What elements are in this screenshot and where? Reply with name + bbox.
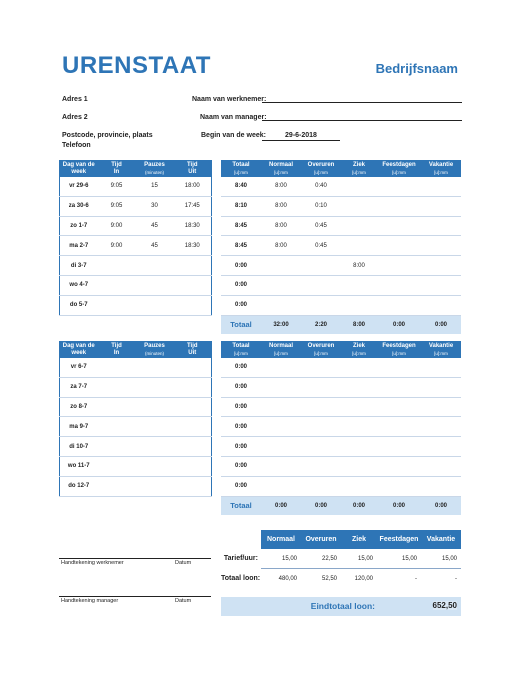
column-header-label: Feestdagen [382, 342, 416, 349]
week2-entry-table [59, 341, 212, 497]
rate-label: Tarief/uur: [223, 555, 258, 563]
column-header [377, 160, 421, 177]
column-header [60, 341, 98, 358]
hours-cell [261, 377, 301, 397]
entry-cell[interactable]: 15 [136, 177, 174, 196]
column-header [261, 160, 301, 177]
employee-signature-line[interactable] [59, 558, 211, 559]
table-row [221, 216, 461, 236]
entry-cell[interactable]: 45 [136, 236, 174, 256]
column-header-line2: Uit [188, 168, 197, 175]
hours-cell [421, 397, 461, 417]
entry-cell[interactable] [174, 397, 212, 417]
total-cell: 0:00 [261, 496, 301, 515]
table-row [221, 196, 461, 216]
entry-cell[interactable]: 17:45 [174, 196, 212, 216]
hours-cell [377, 437, 421, 457]
table-row [60, 236, 212, 256]
table-row [221, 437, 461, 457]
employee-name-label: Naam van werknemer: [192, 96, 267, 103]
rate-cell[interactable]: 15,00 [341, 549, 377, 569]
hours-cell [261, 275, 301, 295]
hours-cell [261, 437, 301, 457]
column-header-line1: Tijd [111, 342, 122, 349]
hours-cell [421, 476, 461, 496]
entry-cell[interactable] [136, 295, 174, 315]
column-header-unit: [u]:mm [392, 350, 406, 356]
column-header-unit: [u]:mm [314, 350, 328, 356]
hours-cell: 0:45 [301, 236, 341, 256]
entry-cell[interactable] [136, 476, 174, 496]
table-row [221, 417, 461, 437]
hours-cell [421, 377, 461, 397]
column-header-label: Ziek [352, 161, 365, 168]
hours-cell [421, 437, 461, 457]
hours-cell [341, 216, 377, 236]
column-header-unit: [u]:mm [314, 169, 328, 175]
rate-cell[interactable]: 15,00 [377, 549, 421, 569]
table-row [60, 358, 212, 377]
week2-summary-table [221, 341, 461, 515]
hours-cell: 8:00 [261, 177, 301, 196]
day-cell: ma 2-7 [60, 236, 98, 256]
column-header-unit: [u]:mm [434, 169, 448, 175]
entry-cell[interactable] [136, 275, 174, 295]
column-header-label: Feestdagen [382, 161, 416, 168]
manager-signature-line[interactable] [59, 596, 211, 597]
column-header-line2: week [71, 168, 87, 175]
hours-cell [301, 397, 341, 417]
week1-entry-table [59, 160, 212, 316]
total-hours-cell: 8:45 [221, 216, 261, 236]
pay-cell: - [455, 575, 457, 582]
hours-cell [261, 456, 301, 476]
table-row [221, 377, 461, 397]
total-hours-cell: 8:40 [221, 177, 261, 196]
column-header-line1: Pauzes [144, 161, 165, 168]
column-header-line1: Dag van de [62, 342, 95, 349]
hours-cell [421, 417, 461, 437]
rate-row [221, 549, 461, 569]
hours-cell [301, 275, 341, 295]
entry-cell[interactable] [174, 476, 212, 496]
hours-cell [301, 377, 341, 397]
address-2[interactable]: Adres 2 [62, 114, 88, 121]
table-row [60, 417, 212, 437]
employee-name-field[interactable] [262, 102, 462, 103]
entry-cell[interactable] [174, 295, 212, 315]
rates-table [221, 530, 461, 588]
table-row [221, 275, 461, 295]
hours-cell [341, 196, 377, 216]
total-row [221, 496, 461, 515]
entry-cell[interactable] [136, 397, 174, 417]
column-header [341, 160, 377, 177]
entry-cell[interactable] [136, 358, 174, 377]
hours-cell [421, 256, 461, 276]
hours-cell: 0:45 [301, 216, 341, 236]
table-row [221, 177, 461, 196]
hours-cell [261, 476, 301, 496]
day-cell: zo 1-7 [60, 216, 98, 236]
pay-cell: 480,00 [278, 575, 297, 582]
hours-cell [261, 295, 301, 315]
entry-cell[interactable] [98, 256, 136, 276]
day-cell: vr 29-6 [60, 177, 98, 196]
rates-column-header: Ziek [341, 530, 377, 549]
table-row [221, 256, 461, 276]
total-hours-cell: 0:00 [221, 358, 261, 377]
day-cell: do 5-7 [60, 295, 98, 315]
total-hours-cell: 0:00 [221, 456, 261, 476]
column-header-label: Overuren [307, 161, 335, 168]
page-title: URENSTAAT [62, 52, 211, 79]
hours-cell: 8:00 [341, 256, 377, 276]
rates-column-header: Vakantie [421, 530, 461, 549]
table-row [221, 476, 461, 496]
entry-cell[interactable] [98, 456, 136, 476]
column-header-line2: In [113, 168, 120, 175]
rate-cell[interactable]: 15,00 [421, 549, 461, 569]
entry-cell[interactable]: 45 [136, 216, 174, 236]
entry-cell[interactable] [98, 397, 136, 417]
total-hours-cell: 0:00 [221, 295, 261, 315]
total-hours-cell: 0:00 [221, 417, 261, 437]
column-header [421, 341, 461, 358]
postcode-field[interactable]: Postcode, provincie, plaats [62, 132, 153, 139]
hours-cell [377, 236, 421, 256]
column-header-line1: Tijd [186, 342, 198, 349]
header-row [221, 341, 461, 358]
hours-cell [341, 358, 377, 377]
entry-cell[interactable] [174, 256, 212, 276]
hours-cell [421, 456, 461, 476]
manager-signature-label: Handtekening manager [61, 598, 119, 604]
table-row [60, 456, 212, 476]
column-header-unit: [u]:mm [392, 169, 406, 175]
table-row [60, 196, 212, 216]
entry-cell[interactable] [98, 295, 136, 315]
pay-label: Totaal loon: [221, 574, 261, 582]
table-row [221, 295, 461, 315]
hours-cell [301, 476, 341, 496]
hours-cell [301, 456, 341, 476]
total-label: Totaal [221, 315, 261, 334]
hours-cell [421, 196, 461, 216]
entry-cell[interactable] [174, 456, 212, 476]
rate-cell[interactable]: 22,50 [301, 549, 341, 569]
total-cell: 2:20 [301, 315, 341, 334]
manager-date-label: Datum [175, 598, 192, 604]
column-header-line2: In [113, 349, 120, 356]
hours-cell [341, 476, 377, 496]
entry-cell[interactable]: 9:00 [98, 216, 136, 236]
table-row [221, 397, 461, 417]
hours-cell [377, 476, 421, 496]
rate-cell[interactable]: 15,00 [261, 549, 301, 569]
total-cell: 0:00 [377, 496, 421, 515]
entry-cell[interactable] [136, 437, 174, 457]
hours-cell: 0:10 [301, 196, 341, 216]
pay-cell: - [415, 575, 417, 582]
column-header [301, 160, 341, 177]
entry-cell[interactable] [98, 417, 136, 437]
hours-cell [377, 417, 421, 437]
rates-column-header: Normaal [261, 530, 301, 549]
entry-cell[interactable] [174, 417, 212, 437]
table-row [60, 275, 212, 295]
hours-cell [301, 417, 341, 437]
column-header-unit: [u]:mm [234, 350, 248, 356]
total-hours-cell: 0:00 [221, 275, 261, 295]
entry-cell[interactable]: 18:30 [174, 216, 212, 236]
entry-cell[interactable]: 18:30 [174, 236, 212, 256]
total-cell: 32:00 [261, 315, 301, 334]
total-hours-cell: 0:00 [221, 377, 261, 397]
hours-cell [341, 437, 377, 457]
hours-cell [377, 196, 421, 216]
entry-cell[interactable] [98, 437, 136, 457]
table-row [60, 256, 212, 276]
rates-column-header: Overuren [301, 530, 341, 549]
total-cell: 0:00 [341, 496, 377, 515]
entry-cell[interactable] [136, 456, 174, 476]
manager-name-field[interactable] [262, 120, 462, 121]
column-header-line1: Tijd [111, 161, 122, 168]
employee-date-label: Datum [175, 560, 192, 566]
hours-cell [421, 216, 461, 236]
entry-cell[interactable]: 9:05 [98, 196, 136, 216]
hours-cell [261, 358, 301, 377]
rates-header-row [221, 530, 461, 549]
total-cell: 0:00 [421, 496, 461, 515]
column-header-line2: Uit [188, 349, 197, 356]
table-row [60, 476, 212, 496]
address-1[interactable]: Adres 1 [62, 96, 88, 103]
entry-cell[interactable]: 9:00 [98, 236, 136, 256]
column-header-unit: [u]:mm [352, 350, 366, 356]
column-header-unit: (minuten) [144, 350, 164, 356]
hours-cell [341, 417, 377, 437]
total-hours-cell: 0:00 [221, 437, 261, 457]
pay-cell: 52,50 [321, 575, 337, 582]
hours-cell: 0:40 [301, 177, 341, 196]
rates-column-header: Feestdagen [377, 530, 421, 549]
hours-cell [377, 397, 421, 417]
column-header-line1: Pauzes [144, 342, 165, 349]
day-cell: wo 11-7 [60, 456, 98, 476]
hours-cell [377, 456, 421, 476]
hours-cell [341, 377, 377, 397]
entry-cell[interactable] [174, 275, 212, 295]
table-row [221, 456, 461, 476]
total-cell: 0:00 [377, 315, 421, 334]
column-header-label: Totaal [232, 342, 250, 349]
day-cell: ma 9-7 [60, 417, 98, 437]
hours-cell [421, 275, 461, 295]
column-header-unit: [u]:mm [274, 350, 288, 356]
column-header-line1: Tijd [186, 161, 198, 168]
total-hours-cell: 8:10 [221, 196, 261, 216]
rates-corner [221, 530, 261, 549]
hours-cell [341, 275, 377, 295]
table-row [60, 377, 212, 397]
hours-cell [261, 256, 301, 276]
day-cell: di 3-7 [60, 256, 98, 276]
day-cell: za 30-6 [60, 196, 98, 216]
header-row [221, 160, 461, 177]
day-cell: wo 4-7 [60, 275, 98, 295]
hours-cell: 8:00 [261, 236, 301, 256]
total-hours-cell: 0:00 [221, 256, 261, 276]
total-cell: 8:00 [341, 315, 377, 334]
entry-cell[interactable] [98, 275, 136, 295]
hours-cell [377, 256, 421, 276]
employee-signature-label: Handtekening werknemer [61, 560, 124, 566]
entry-cell[interactable] [136, 256, 174, 276]
entry-cell[interactable] [98, 476, 136, 496]
column-header-label: Normaal [268, 161, 293, 168]
entry-cell[interactable]: 30 [136, 196, 174, 216]
hours-cell [301, 295, 341, 315]
column-header [174, 160, 212, 177]
column-header [421, 160, 461, 177]
entry-cell[interactable] [174, 437, 212, 457]
hours-cell [377, 216, 421, 236]
table-row [221, 236, 461, 256]
column-header [301, 341, 341, 358]
entry-cell[interactable] [136, 417, 174, 437]
pay-row [221, 569, 461, 589]
table-row [221, 358, 461, 377]
entry-cell[interactable] [98, 377, 136, 397]
hours-cell [341, 236, 377, 256]
column-header-unit: [u]:mm [234, 169, 248, 175]
week1-summary-table [221, 160, 461, 334]
grand-total-bar [221, 597, 461, 616]
column-header-line1: Dag van de [62, 161, 95, 168]
entry-cell[interactable] [174, 358, 212, 377]
hours-cell [261, 417, 301, 437]
header-row [60, 160, 212, 177]
entry-cell[interactable]: 18:00 [174, 177, 212, 196]
telefoon-field[interactable]: Telefoon [62, 142, 91, 149]
column-header [136, 341, 174, 358]
column-header [98, 341, 136, 358]
table-row [60, 295, 212, 315]
column-header-unit: [u]:mm [352, 169, 366, 175]
entry-cell[interactable] [98, 358, 136, 377]
column-header-label: Vakantie [428, 161, 454, 168]
hours-cell: 8:00 [261, 216, 301, 236]
total-label: Totaal [221, 496, 261, 515]
total-row [221, 315, 461, 334]
total-cell: 0:00 [421, 315, 461, 334]
hours-cell [421, 236, 461, 256]
hours-cell [377, 358, 421, 377]
column-header [60, 160, 98, 177]
manager-name-label: Naam van manager: [200, 114, 267, 121]
entry-cell[interactable] [136, 377, 174, 397]
hours-cell [341, 397, 377, 417]
column-header-label: Totaal [232, 161, 250, 168]
column-header-label: Overuren [307, 342, 335, 349]
grand-total-label: Eindtotaal loon: [310, 601, 375, 611]
hours-cell: 8:00 [261, 196, 301, 216]
table-row [60, 177, 212, 196]
grand-total-value: 652,50 [432, 601, 457, 610]
entry-cell[interactable] [174, 377, 212, 397]
total-hours-cell: 0:00 [221, 476, 261, 496]
total-hours-cell: 0:00 [221, 397, 261, 417]
column-header [174, 341, 212, 358]
column-header-label: Vakantie [428, 342, 454, 349]
hours-cell [377, 295, 421, 315]
day-cell: vr 6-7 [60, 358, 98, 377]
column-header-line2: week [71, 349, 87, 356]
day-cell: di 10-7 [60, 437, 98, 457]
pay-cell: 120,00 [354, 575, 373, 582]
hours-cell [421, 295, 461, 315]
column-header [341, 341, 377, 358]
column-header-unit: [u]:mm [434, 350, 448, 356]
total-hours-cell: 8:45 [221, 236, 261, 256]
column-header-unit: (minuten) [144, 169, 164, 175]
total-cell: 0:00 [301, 496, 341, 515]
column-header [261, 341, 301, 358]
column-header [377, 341, 421, 358]
column-header-unit: [u]:mm [274, 169, 288, 175]
table-row [60, 216, 212, 236]
column-header [136, 160, 174, 177]
table-row [60, 437, 212, 457]
column-header [221, 160, 261, 177]
day-cell: do 12-7 [60, 476, 98, 496]
company-name[interactable]: Bedrijfsnaam [375, 61, 458, 76]
hours-cell [341, 456, 377, 476]
hours-cell [341, 295, 377, 315]
hours-cell [301, 358, 341, 377]
hours-cell [341, 177, 377, 196]
hours-cell [301, 256, 341, 276]
day-cell: zo 8-7 [60, 397, 98, 417]
hours-cell [377, 377, 421, 397]
table-row [60, 397, 212, 417]
hours-cell [377, 177, 421, 196]
week-start-value[interactable]: 29-6-2018 [285, 132, 317, 139]
column-header-label: Normaal [268, 342, 293, 349]
week-start-label: Begin van de week: [201, 132, 266, 139]
hours-cell [421, 177, 461, 196]
column-header-label: Ziek [352, 342, 365, 349]
header-row [60, 341, 212, 358]
day-cell: za 7-7 [60, 377, 98, 397]
entry-cell[interactable]: 9:05 [98, 177, 136, 196]
hours-cell [261, 397, 301, 417]
week-start-underline [262, 140, 340, 141]
column-header [221, 341, 261, 358]
hours-cell [301, 437, 341, 457]
column-header [98, 160, 136, 177]
hours-cell [421, 358, 461, 377]
hours-cell [377, 275, 421, 295]
